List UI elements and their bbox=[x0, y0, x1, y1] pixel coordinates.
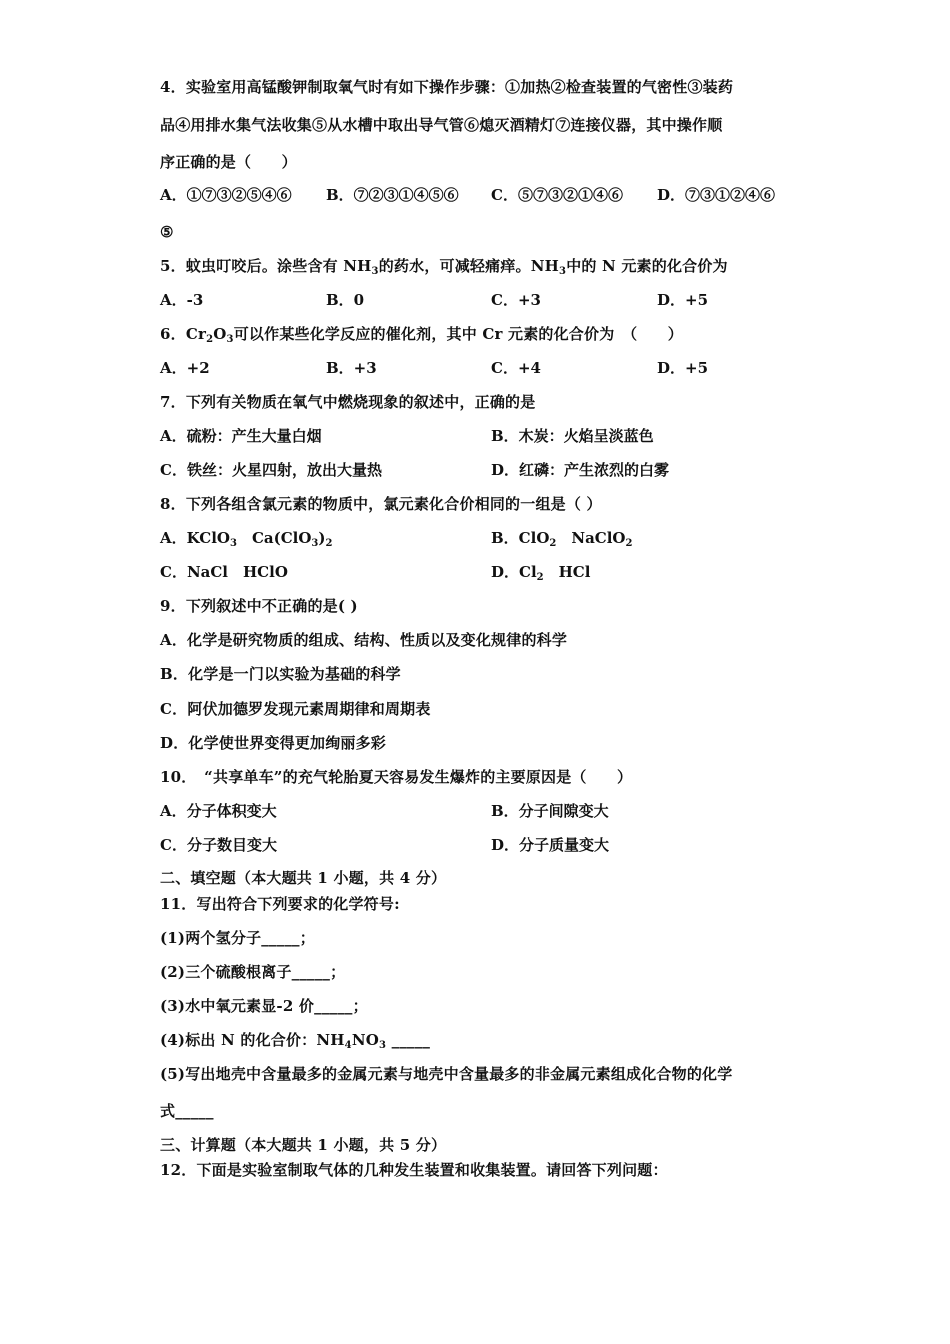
q5-option-b: B．0 bbox=[326, 291, 365, 309]
q9-option-d: D．化学使世界变得更加绚丽多彩 bbox=[160, 734, 387, 752]
q6-stem bbox=[160, 324, 683, 344]
q5-stem bbox=[160, 256, 728, 276]
q4-option-a: A．①⑦③②⑤④⑥ bbox=[160, 186, 292, 204]
q10-option-b: B．分子间隙变大 bbox=[491, 802, 609, 820]
q8-a-part3: Ca(ClO bbox=[236, 529, 312, 547]
q5-option-c: C．+3 bbox=[491, 291, 541, 309]
q4-stem-line2: 品④用排水集气法收集⑤从水槽中取出导气管⑥熄灭酒精灯⑦连接仪器，其中操作顺 bbox=[160, 116, 723, 134]
q10-option-d: D．分子质量变大 bbox=[491, 836, 610, 854]
q5-option-a: A．-3 bbox=[160, 291, 204, 309]
q7-option-a: A．硫粉：产生大量白烟 bbox=[160, 427, 322, 445]
q6-stem-e: 可以作某些化学反应的催化剂，其中 Cr 元素的化合价为 （ ） bbox=[233, 325, 683, 343]
q5-stem-e: 中的 N 元素的化合价为 bbox=[566, 257, 728, 275]
q10-stem: 10． “共享单车”的充气轮胎夏天容易发生爆炸的主要原因是（ ） bbox=[160, 768, 633, 786]
q11-part4 bbox=[160, 1030, 430, 1050]
q8-d-part3: HCl bbox=[543, 563, 591, 581]
section-fill-in-heading: 二、填空题（本大题共 1 小题，共 4 分） bbox=[160, 869, 447, 887]
q6-sub-2: 3 bbox=[226, 334, 234, 345]
q11-part5-line1: (5)写出地壳中含量最多的金属元素与地壳中含量最多的非金属元素组成化合物的化学 bbox=[160, 1065, 733, 1083]
q11-part5-line2: 式_____ bbox=[160, 1102, 214, 1120]
q6-option-d: D．+5 bbox=[657, 359, 709, 377]
q4-stem-line1: 4．实验室用高锰酸钾制取氧气时有如下操作步骤：①加热②检查装置的气密性③装药 bbox=[160, 78, 734, 96]
q4-option-c: C．⑤⑦③②①④⑥ bbox=[491, 186, 623, 204]
q8-option-c: C．NaCl HClO bbox=[160, 563, 288, 581]
q11-stem: 11．写出符合下列要求的化学符号: bbox=[160, 895, 400, 913]
q7-option-c: C．铁丝：火星四射，放出大量热 bbox=[160, 461, 382, 479]
q11-p4-e: _____ bbox=[386, 1031, 431, 1049]
q8-option-b bbox=[491, 528, 632, 548]
q10-option-c: C．分子数目变大 bbox=[160, 836, 277, 854]
q8-b-sub1: 2 bbox=[549, 538, 557, 549]
q5-sub-1: 3 bbox=[371, 266, 379, 277]
q8-b-part1: B．ClO bbox=[491, 529, 550, 547]
q11-p4-sub1: 4 bbox=[344, 1040, 352, 1051]
section-calc-heading: 三、计算题（本大题共 1 小题，共 5 分） bbox=[160, 1136, 447, 1154]
q11-p4-c: NO bbox=[351, 1031, 380, 1049]
q6-sub-1: 2 bbox=[206, 334, 214, 345]
q8-a-part5: ) bbox=[318, 529, 326, 547]
q9-option-a: A．化学是研究物质的组成、结构、性质以及变化规律的科学 bbox=[160, 631, 568, 649]
q11-p4-a: (4)标出 N 的化合价：NH bbox=[160, 1031, 345, 1049]
q7-option-d: D．红磷：产生浓烈的白雾 bbox=[491, 461, 670, 479]
q9-option-b: B．化学是一门以实验为基础的科学 bbox=[160, 665, 401, 683]
q8-option-d bbox=[491, 562, 590, 582]
q4-option-d: D．⑦③①②④⑥ bbox=[657, 186, 776, 204]
q5-option-d: D．+5 bbox=[657, 291, 709, 309]
q10-option-a: A．分子体积变大 bbox=[160, 802, 277, 820]
q7-option-b: B．木炭：火焰呈淡蓝色 bbox=[491, 427, 654, 445]
q6-option-b: B．+3 bbox=[326, 359, 377, 377]
q5-stem-a: 5．蚊虫叮咬后。涂些含有 NH bbox=[160, 257, 372, 275]
q4-option-d-wrap: ⑤ bbox=[160, 223, 174, 241]
q11-p4-sub2: 3 bbox=[379, 1040, 387, 1051]
q8-a-sub2: 3 bbox=[311, 538, 319, 549]
q9-option-c: C．阿伏加德罗发现元素周期律和周期表 bbox=[160, 700, 431, 718]
q8-a-part1: A．KClO bbox=[160, 529, 230, 547]
q8-b-part3: NaClO bbox=[556, 529, 626, 547]
q4-option-b: B．⑦②③①④⑤⑥ bbox=[326, 186, 459, 204]
q11-part2: (2)三个硫酸根离子_____； bbox=[160, 963, 346, 981]
q5-stem-c: 的药水，可减轻痛痒。NH bbox=[378, 257, 560, 275]
q9-stem: 9．下列叙述中不正确的是( ) bbox=[160, 597, 358, 615]
q6-stem-c: O bbox=[213, 325, 227, 343]
q8-a-sub3: 2 bbox=[325, 538, 333, 549]
q6-option-a: A．+2 bbox=[160, 359, 210, 377]
q8-a-sub1: 3 bbox=[229, 538, 237, 549]
q7-stem: 7．下列有关物质在氧气中燃烧现象的叙述中，正确的是 bbox=[160, 393, 536, 411]
q12-stem: 12．下面是实验室制取气体的几种发生装置和收集装置。请回答下列问题： bbox=[160, 1161, 668, 1179]
q6-stem-a: 6．Cr bbox=[160, 325, 207, 343]
q6-option-c: C．+4 bbox=[491, 359, 541, 377]
q8-stem: 8．下列各组含氯元素的物质中，氯元素化合价相同的一组是（ ） bbox=[160, 495, 602, 513]
q5-sub-2: 3 bbox=[559, 266, 567, 277]
q8-d-sub1: 2 bbox=[536, 572, 544, 583]
q4-stem-line3: 序正确的是（ ） bbox=[160, 153, 297, 171]
q11-part3: (3)水中氧元素显-2 价_____； bbox=[160, 997, 368, 1015]
q11-part1: (1)两个氢分子_____； bbox=[160, 929, 315, 947]
q8-option-a bbox=[160, 528, 332, 548]
q8-d-part1: D．Cl bbox=[491, 563, 537, 581]
q8-b-sub2: 2 bbox=[625, 538, 633, 549]
